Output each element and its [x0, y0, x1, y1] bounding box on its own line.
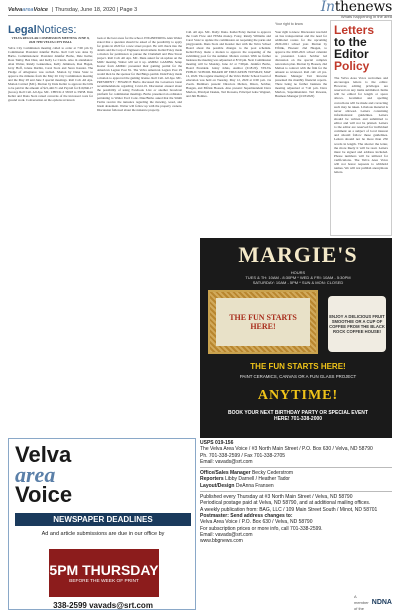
brand-velva: Velva — [8, 6, 23, 13]
margies-banner: THE FUN STARTS HERE! — [250, 362, 346, 371]
letters-policy-box — [330, 20, 392, 236]
notice-heading: VELVA REGULAR COMMISSION MEETING JUNE 8, 2020 7PM VELVA CITY HALL — [11, 36, 90, 44]
notice-body: Velva City Commission meeting called to order at 7:00 pm by Commission President Jennifer Barbo. Roll Call was done by Barbo. Commissioners: President Jennifer Barbo, Dale Keller, Ross Tunby, Ben Diaz, and Kelly Le Clerck. Also in attendance: Alan Walter, Randy Lokkesmoe, Kelly Jaminson, Ron Hagen, Jerry Hoff, Jolene Durbin, Carol Stotz and Steve Kessler. The Pledge of Allegiance was recited. Motion by Dana Stotz to approve the minutes from the May 26 City Commission meeting and the May 28 and June 3 special meetings. Roll Call. All Aye. Motion Carried (MC). Motion by Dale Keller to approve the bills to be paid in the amount of $21,446.71 and Payroll for $10,846.17 (Gross). Roll Call. All Aye. MC. CHECK # 33018 to 33058. Dale Keller and Dana Stotz raised concerns of the increased costs for ground work. Conversation on the options reviewed. — [8, 45, 93, 102]
deadline-time: 5PM THURSDAY — [49, 561, 159, 578]
inthenews-in: In — [320, 0, 335, 15]
painting-frame-image — [208, 290, 318, 354]
brand-area: area — [22, 6, 34, 13]
coffee-mug-image — [328, 296, 386, 352]
deadlines-ad — [8, 438, 196, 610]
ndna-logo: NDNA — [371, 598, 392, 606]
legal-column-2 — [97, 36, 182, 426]
letters-policy-body: The Velva Area Voice welcomes and encourages letters to the editor. However, editing privileges are reserved on any items submitted. Items will be edited for length or space allows. Grammar and spelling corrections will be made and correcting such may be taken. Libelous material is never allowed. Letters containing informational guidelines. Letters should be written and submitted to editor and will not be printed. Letters to the editor are reserved for individual comment on a subject of local interest and should follow these guidelines. Letters should not be more than 250 words in length. The shorter the letter, the more likely it will be read. Letters must be signed and address included. Phone numbers will be utilized for verifications. The Velva Area Voice will not honor requests to withhold names. We will not publish anonymous letters. — [334, 76, 388, 175]
logo-area: area — [15, 462, 56, 487]
notices-word: Notices: — [36, 24, 77, 36]
hours-line: TUES & TH: 10AM - 8:30PM * WED & FRI: 10AM - 5:30PM — [245, 275, 351, 280]
postmaster-line: Postmaster: Send address changes to: — [200, 512, 293, 519]
reporters-label: Reporters — [200, 476, 224, 483]
margies-subline: PAINT CERAMICS, CANVAS OR A FUN GLASS PROJECT — [239, 374, 357, 379]
published-line: Published every Thursday at #3 North Main Street / Velva, ND 58790 — [200, 494, 353, 501]
legal-column-4 — [275, 30, 327, 236]
section-banner — [321, 1, 392, 19]
deadlines-text: Ad and article submissions are due in our office by — [41, 531, 165, 537]
margies-contact — [208, 410, 388, 422]
pub-phone: Ph. 701-338-2599 / Fax 701-338-2705 — [200, 452, 286, 459]
reporters-names: Libby Darnell / Heather Tador — [225, 476, 290, 483]
mug-text: ENJOY A DELICIOUS FRUIT SMOOTHIE OR A CUP OF COFFEE FROM THE BLACK ROCK COFFEE HOUSE! — [329, 314, 385, 334]
pub-website: www.bbgnews.com — [200, 538, 243, 545]
margies-contact-line: HERE! 701-338-2000 — [273, 416, 323, 422]
deadlines-ad-logo — [15, 442, 73, 507]
divider — [200, 491, 392, 492]
hours-line: SATURDAY: 10AM - 5PM * SUN & MON: CLOSED — [252, 280, 344, 285]
layout-name: DeAnna Fransen — [235, 482, 274, 489]
painting-canvas — [216, 298, 310, 346]
letters-title-2: to the — [334, 35, 367, 49]
notice-body: Call. All Aye. MC. Daily: Dana. Koller/Foley motion to approve the Cash Flow and FEMA money. Foley, Randy Williams and Carol Stotz to update the commission on reopening the parks and playgrounds. Dana Stotz and Kessler met with the Velva School Board about the possible changes to the pool schedule. Keller/Foley made a motion to approve the reopening of the swimming pool for the summer. Motion carried. With no further business the meeting was adjourned at 8:50 pm. Next Commission meeting will be Monday, June 22 at 7:00pm. Jennifer Barbo, Board President. Jenny Johns, Auditor (6/18/20). VELVA PUBLIC SCHOOL BOARD OF EDUCATION TUESDAY, MAY 12, 2020. The regular meeting of the Velva Public School board of education was held on Tuesday, May 12, 2020 at 6:00 p.m. via Zoom. Members present: Directors Melton, Dixon, Selcher, Haagen, and Elfrink Hoesen. Also present: Superintendent Dave Marlow, Principal Deekie, Tari Rowena, Principal Gabe Wagnert, and Jim Holmes. — [186, 30, 271, 98]
ndna-label: A member of the — [354, 593, 369, 612]
letters-title-3: Editor — [334, 47, 369, 61]
office-manager-name: Becky Cederstrom — [251, 470, 294, 477]
issue-info: | Thursday, June 18, 2020 | Page 3 — [51, 6, 138, 13]
weekly-line: A weekly publication from: BAG, LLC / 109 Main Street South / Minot, ND 58701 — [200, 506, 378, 513]
notice-body: Your right to know. Discussion was held on bus transportation and the need for additional routes for the upcoming 2020-2021 school year. Motion by Elfrink, Hoesen: 2nd Haagen, to approve the 2020-2021 school calendar as presented. Lance Selcher led discussion on the special complex renovation plan. Motion by Hoesen, 2nd Melton to contract with the firm for the amount as reviewed. Roll call: all yes. Business Manager Tari Rowena presented the monthly financial reports. There being no further business the meeting adjourned at 7:42 p.m. Dave Marlow, Superintendent. Tari Rowena, Business Manager (6/18/2020) — [275, 30, 327, 98]
deadline-sub: BEFORE THE WEEK OF PRINT — [69, 578, 139, 584]
notice-body: look at the best areas for the school. ENGINEERING Alan Walter stated that a question should be asked of the possibility to apply for grants in 2020 for a new street project. He will check into the details and the Corp of Engineers involvement. Keller/Foley made a motion for permission to pursue the Clamshell and Pine Street project. Roll Call. All Aye. MC. Dana asked for an update on the MOU meeting. Walter will set it up. AMPAC GAMING Setup Koster from AMPAC presented their gaming permit for the American Legion Post 81. The Velva American Legion Post 29 would then be the sponsor for that Bingo permit. Dale/Foley made a motion to approved the gaming license. Roll Call. All Aye. MC. PRESIDENT / FINANCE Barbo discussed the Governors latest recommendations regarding Covid-19. Discussion ensued about the possibility of using Facebook Live or another broadcast platform for commission meetings. Barbo presented an ordinance pertaining to Walter Ford Code. Diaz/Barbo asked that the Smith Farms receive the nuisance regarding the mowing, weed, and brush abatement. Walter will follow up with the property owners. Discussion followed about the nuisance property. — [97, 36, 182, 112]
legal-notices-title — [8, 24, 76, 36]
margies-anytime: ANYTIME! — [257, 388, 339, 403]
legal-word: Legal — [8, 24, 37, 36]
hours-heading: HOURS — [290, 270, 306, 275]
pub-email-2: Email: vavads@srt.com — [200, 531, 253, 538]
painting-text: THE FUN STARTS HERE! — [229, 313, 297, 331]
margies-contact-line: BOOK YOUR NEXT BIRTHDAY PARTY OR SPECIAL EVENT — [228, 410, 368, 416]
deadlines-heading: NEWSPAPER DEADLINES — [15, 513, 191, 526]
pub-email: Email: vavads@srt.com — [200, 458, 253, 465]
letters-title-1: Letters — [334, 23, 375, 37]
office-manager-label: Office/Sales Manager — [200, 470, 251, 477]
legal-column-1 — [8, 36, 93, 426]
ndna-badge — [354, 593, 392, 612]
divider — [200, 467, 392, 468]
inthenews-news: thenews — [334, 0, 392, 15]
inthenews-logo — [321, 1, 392, 13]
subscription-line: For subscription prices or more info, call 701-338-2599. — [200, 525, 323, 532]
margies-hours — [208, 270, 388, 285]
periodical-line: Periodical postage paid at Velva, ND 58790, and at additional mailing offices. — [200, 500, 371, 507]
postmaster-address: Velva Area Voice / P.O. Box 630 / Velva, ND 58790 — [200, 519, 313, 526]
masthead-brand — [8, 7, 48, 13]
page-header — [8, 0, 392, 19]
margies-name: MARGIE'S — [238, 242, 358, 267]
right-to-know-label: Your right to know — [275, 22, 303, 26]
pub-address: The Velva Area Voice / #3 North Main Street / P.O. Box 630 / Velva, ND 58790 — [200, 446, 373, 453]
section-tagline: Whats happening in the area — [340, 13, 392, 19]
logo-velva: Velva — [15, 442, 72, 467]
deadline-box — [49, 549, 159, 597]
deadline-contact: 338-2599 vavads@srt.com — [53, 601, 153, 610]
brand-voice: Voice — [33, 6, 48, 13]
publication-info — [200, 440, 392, 610]
letters-title-4: Policy — [334, 59, 370, 73]
usps-number: USPS 019-156 — [200, 440, 234, 446]
logo-voice: Voice — [15, 482, 73, 507]
layout-label: Layout/Design — [200, 482, 235, 489]
layout-design — [200, 483, 392, 489]
margies-ad — [200, 238, 392, 438]
